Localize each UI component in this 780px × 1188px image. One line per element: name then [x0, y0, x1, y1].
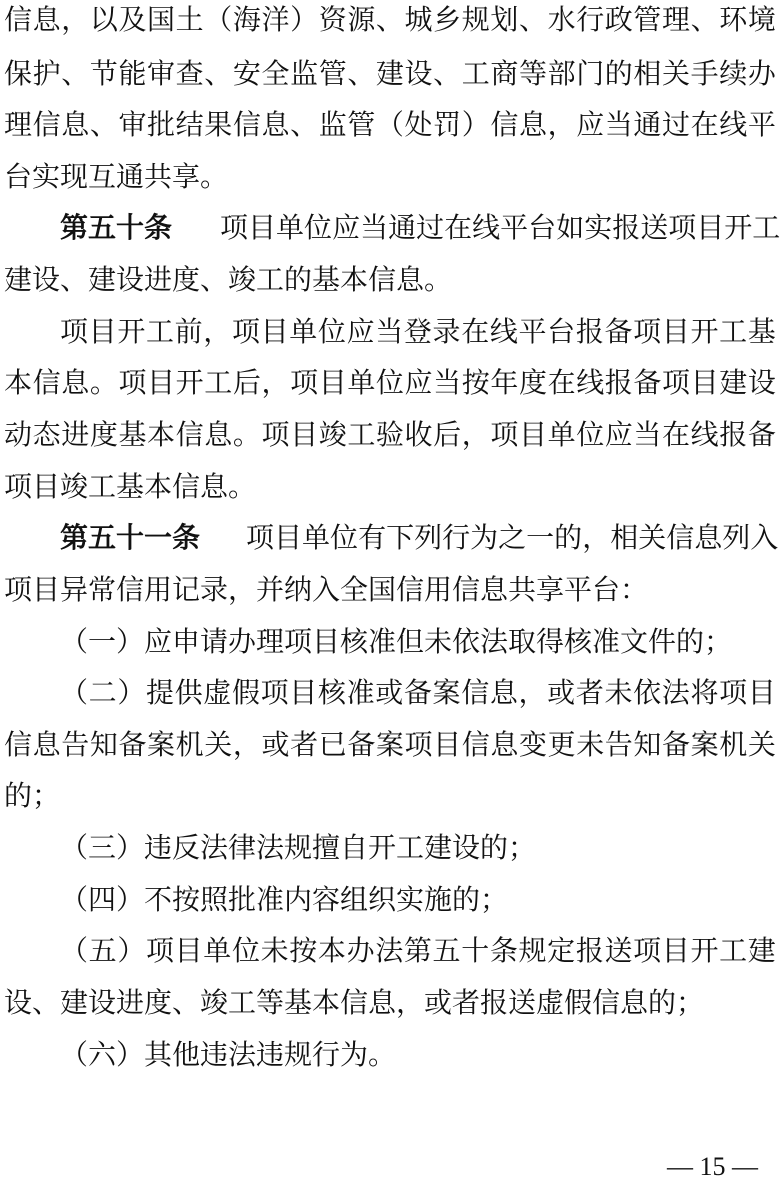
article-51-heading: 第五十一条: [60, 521, 201, 554]
paragraph-text: 项 目 单 位 应 当 通 过 在 线 平 台 如 实 报 送 项 目 开 工: [220, 211, 780, 244]
paragraph-line: 项目竣工基本信息。: [4, 470, 257, 503]
list-item: （ 五 ） 项 目 单 位 未 按 本 办 法 第 五 十 条 规 定 报 送 项 目 开 工 建: [60, 934, 776, 967]
paragraph-line: 项目异常信用记录，并纳入全国信用信息共享平台：: [4, 573, 649, 606]
paragraph-line: 建设、建设进度、竣工的基本信息。: [4, 263, 453, 296]
paragraph-line: 信 息 告 知 备 案 机 关 ， 或 者 已 备 案 项 目 信 息 变 更 未 告 知 备 案 机 关: [4, 728, 776, 761]
paragraph-line: 理 信 息 、 审 批 结 果 信 息 、 监 管 （ 处 罚 ） 信 息 ， 应 当 通 过 在 线 平: [4, 108, 776, 141]
list-item: （ 二 ） 提 供 虚 假 项 目 核 准 或 备 案 信 息 ， 或 者 未 依 法 将 项 目: [60, 676, 776, 709]
paragraph-line: 项 目 开 工 前 ， 项 目 单 位 应 当 登 录 在 线 平 台 报 备 项 目 开 工 基: [60, 315, 776, 348]
list-item: （三）违反法律法规擅自开工建设的；: [60, 831, 537, 864]
paragraph-line: 本 信 息 。 项 目 开 工 后 ， 项 目 单 位 应 当 按 年 度 在 线 报 备 项 目 建 设: [4, 366, 776, 399]
paragraph-line: 的；: [4, 779, 61, 812]
paragraph-text: 项 目 单 位 有 下 列 行 为 之 一 的 ， 相 关 信 息 列 入: [246, 521, 779, 554]
page-number: — 15 —: [667, 1152, 758, 1181]
paragraph-line: 信 息 ， 以 及 国 土 （ 海 洋 ） 资 源 、 城 乡 规 划 、 水 行 政 管 理 、 环 境: [4, 3, 776, 36]
list-item: （一）应申请办理项目核准但未依法取得核准文件的；: [60, 625, 733, 658]
paragraph-line: 保 护 、 节 能 审 查 、 安 全 监 管 、 建 设 、 工 商 等 部 门 的 相 关 手 续 办: [4, 57, 776, 90]
article-50-heading: 第五十条: [60, 211, 173, 244]
article-50-first-line: [4, 206, 780, 250]
paragraph-line: 台实现互通共享。: [4, 160, 229, 193]
paragraph-line: 动 态 进 度 基 本 信 息 。 项 目 竣 工 验 收 后 ， 项 目 单 位 应 当 在 线 报 备: [4, 418, 776, 451]
list-item: （四）不按照批准内容组织实施的；: [60, 883, 509, 916]
article-51-first-line: [4, 516, 779, 560]
paragraph-line: 设、建设进度、竣工等基本信息，或者报送虚假信息的；: [4, 986, 705, 1019]
list-item: （六）其他违法违规行为。: [60, 1038, 397, 1071]
